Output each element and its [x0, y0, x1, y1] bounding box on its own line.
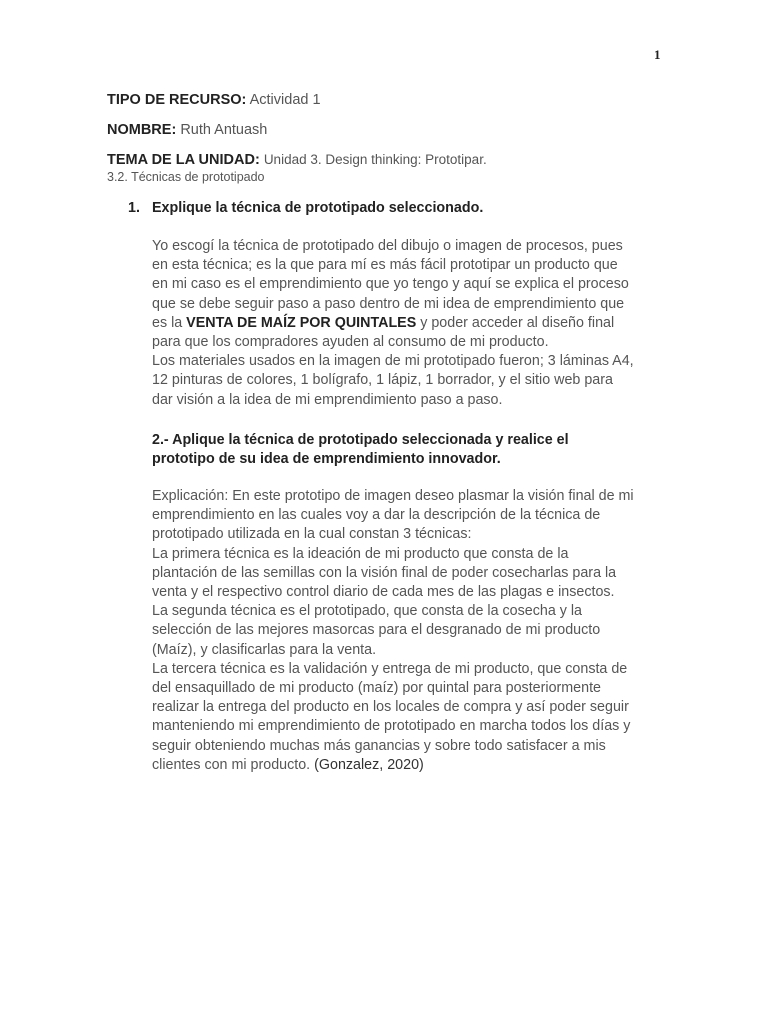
answer-2-paragraph [152, 487, 672, 775]
answer-2-line: La segunda técnica es el prototipado, que consta de la cosecha y la [152, 603, 582, 620]
answer-1-line: en esta técnica; es la que para mí es más fácil prototipar un producto que [152, 257, 618, 274]
answer-1-line: Yo escogí la técnica de prototipado del dibujo o imagen de procesos, pues [152, 238, 623, 254]
answer-2-line: selección de las mejores masorcas para el desgranado de mi producto [152, 622, 601, 639]
student-name-value: Ruth Antuash [180, 122, 268, 138]
answer-1-line: en mi caso es el emprendimiento que yo tengo y aquí se explica el proceso [152, 276, 629, 293]
answer-2-line: realizar la entrega del producto en los locales de compra y así poder seguir [152, 699, 629, 716]
student-name-field [107, 122, 267, 138]
question-1-text: Explique la técnica de prototipado seleccionado. [152, 200, 484, 216]
answer-1-line: dar visión a la idea de mi emprendimiento paso a paso. [152, 391, 503, 408]
answer-2-line: seguir obteniendo muchas más ganancias y sobre todo satisfacer a mis [152, 737, 606, 754]
answer-2-line: Explicación: En este prototipo de imagen deseo plasmar la visión final de mi [152, 488, 634, 504]
answer-2-line: La primera técnica es la ideación de mi producto que consta de la [152, 545, 569, 562]
resource-type-value: Actividad 1 [249, 92, 321, 108]
answer-1-text: y poder acceder al diseño final [416, 314, 615, 331]
answer-2-line: La tercera técnica es la validación y entrega de mi producto, que consta de [152, 660, 628, 677]
answer-2-line: prototipado utilizada en la cual constan 3 técnicas: [152, 526, 472, 543]
answer-2-line: del ensaquillado de mi producto (maíz) por quintal para posteriormente [152, 680, 602, 697]
question-2-line: prototipo de su idea de emprendimiento innovador. [152, 451, 501, 467]
product-name-highlight: VENTA DE MAÍZ POR QUINTALES [186, 314, 417, 331]
unit-topic-value: Unidad 3. Design thinking: Prototipar. [263, 152, 487, 167]
unit-topic-field [107, 152, 487, 168]
answer-2-line: manteniendo mi emprendimiento de prototipado en marcha todos los días y [152, 718, 631, 735]
question-1 [128, 199, 484, 218]
resource-type-label: TIPO DE RECURSO: [107, 92, 247, 108]
unit-topic-label: TEMA DE LA UNIDAD: [107, 152, 260, 168]
citation: (Gonzalez, 2020) [314, 756, 424, 773]
page-number: 1 [654, 47, 661, 62]
answer-2-line: emprendimiento en las cuales voy a dar la descripción de la técnica de [152, 507, 601, 524]
answer-1-paragraph [152, 237, 672, 410]
student-name-label: NOMBRE: [107, 122, 177, 138]
answer-2-line [152, 756, 672, 775]
answer-1-line [152, 314, 672, 333]
answer-2-line: (Maíz), y clasificarlas para la venta. [152, 641, 377, 658]
answer-1-line: que se debe seguir paso a paso dentro de mi idea de emprendimiento que [152, 295, 625, 312]
answer-2-line: venta y el respectivo control diario de cada mes de las plagas e insectos. [152, 584, 615, 601]
answer-2-line: plantación de las semillas con la visión final de poder cosecharlas para la [152, 564, 617, 581]
resource-type-field [107, 92, 321, 108]
answer-1-text: es la [152, 314, 187, 331]
question-2-line: 2.- Aplique la técnica de prototipado seleccionada y realice el [152, 432, 569, 448]
answer-1-line: para que los compradores ayuden al consumo de mi producto. [152, 334, 549, 351]
question-2 [152, 431, 569, 469]
question-1-number: 1. [128, 200, 140, 216]
subunit-title: 3.2. Técnicas de prototipado [107, 170, 265, 184]
answer-1-line: 12 pinturas de colores, 1 bolígrafo, 1 lápiz, 1 borrador, y el sitio web para [152, 372, 613, 389]
answer-1-line: Los materiales usados en la imagen de mi prototipado fueron; 3 láminas A4, [152, 353, 634, 370]
answer-2-text: clientes con mi producto. [152, 756, 315, 773]
